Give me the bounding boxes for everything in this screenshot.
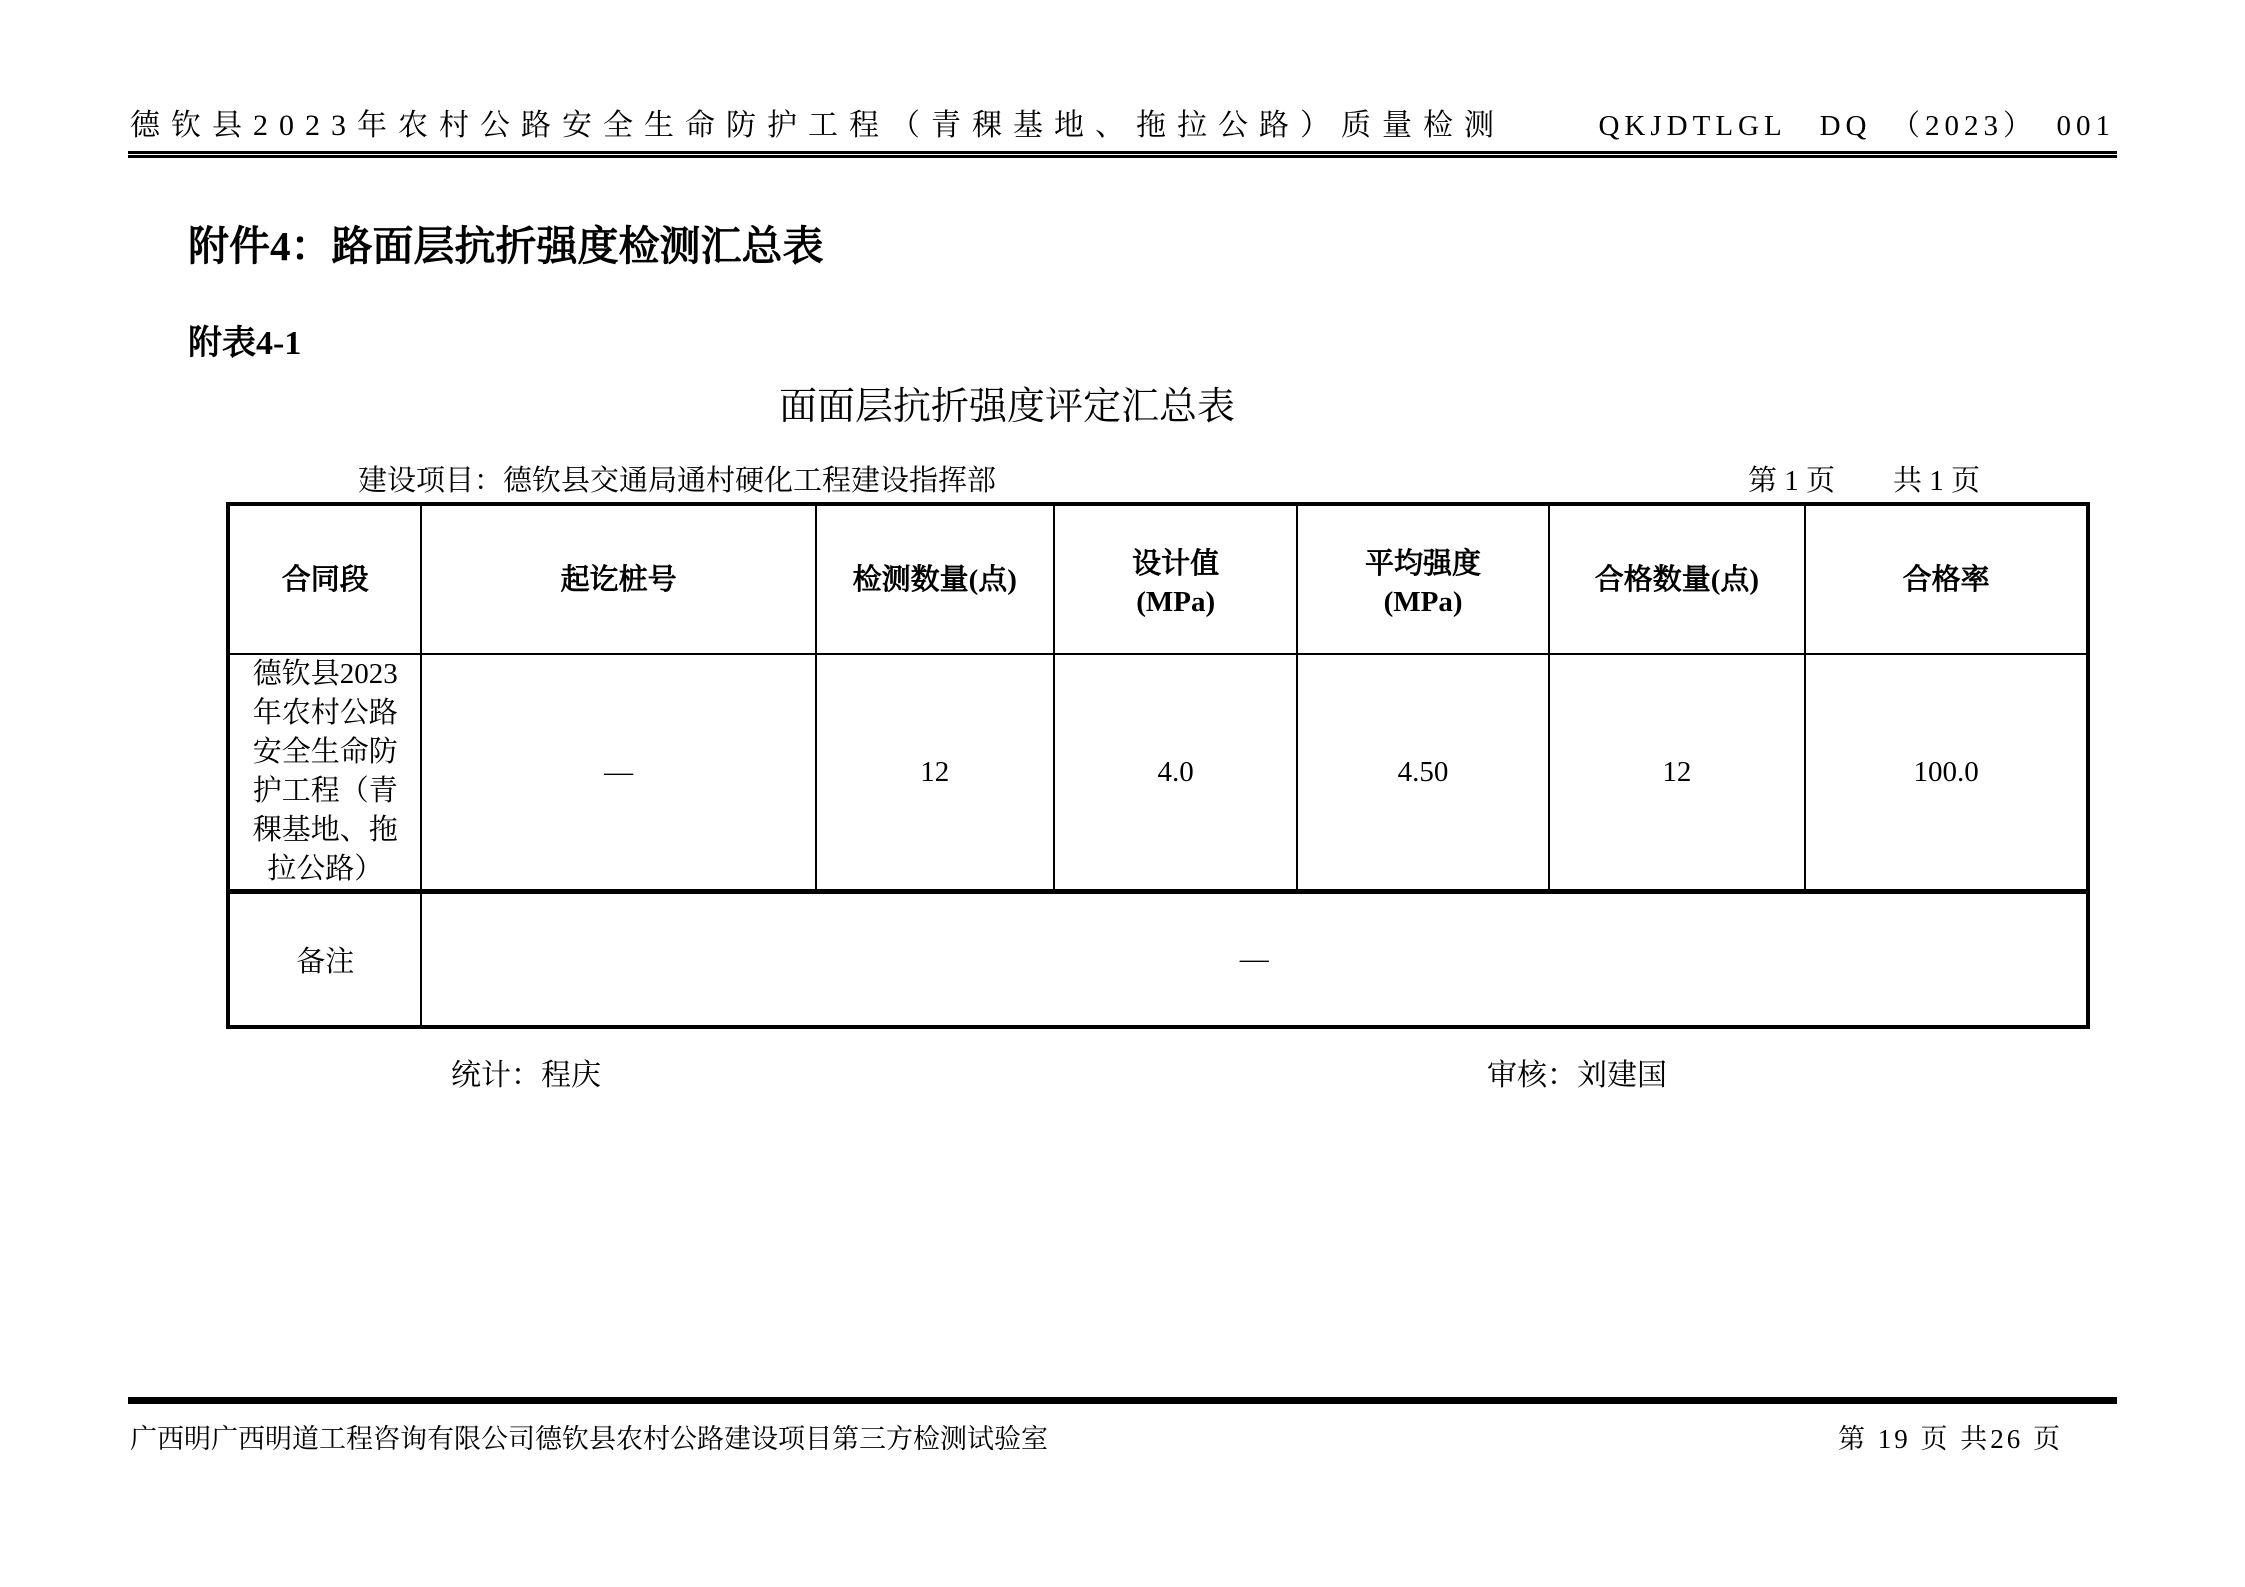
footer-page-info: 第 19 页 共26 页 [1838, 1424, 2063, 1454]
col-header-unit: (MPa) [1136, 585, 1216, 618]
subtable-label: 附表4-1 [188, 325, 302, 362]
table-header-row [228, 504, 2088, 654]
signature-line [226, 1050, 2090, 1092]
remark-value: — [421, 892, 2088, 1027]
statistician-name: 程庆 [541, 1059, 601, 1092]
attachment-title: 附件4：路面层抗折强度检测汇总表 [188, 223, 824, 269]
col-header-unit: (MPa) [1383, 585, 1463, 618]
col-header-label: 合同段 [281, 564, 369, 596]
cell-average-strength: 4.50 [1297, 654, 1548, 892]
col-header-design-value [1054, 504, 1298, 654]
col-header-average-strength [1297, 504, 1548, 654]
table-row [228, 654, 2088, 892]
page-header [130, 100, 2115, 144]
summary-table [226, 502, 2090, 1029]
reviewer-signature [1487, 1050, 1667, 1094]
col-header-pass-rate [1805, 504, 2088, 654]
page-footer [130, 1417, 2063, 1456]
project-name: 德钦县交通局通村硬化工程建设指挥部 [503, 465, 997, 497]
table-title: 面面层抗折强度评定汇总表 [778, 386, 1235, 428]
project-label: 建设项目： [358, 465, 504, 497]
table-page-no: 第 1 页 [1747, 465, 1835, 497]
project-line [226, 458, 2090, 499]
remark-label: 备注 [228, 892, 421, 1027]
reviewer-name: 刘建国 [1577, 1059, 1667, 1092]
col-header-label: 合格数量(点) [1594, 564, 1760, 596]
reviewer-label: 审核： [1487, 1059, 1577, 1092]
statistician-label: 统计： [451, 1059, 541, 1092]
col-header-stake-range [421, 504, 815, 654]
col-header-label: 起讫桩号 [560, 564, 677, 596]
header-doc-number: QKJDTLGL DQ （2023） 001 [1598, 110, 2115, 142]
table-page-info [1748, 458, 2090, 499]
project-name-line [226, 458, 996, 499]
cell-stake-range: — [421, 654, 815, 892]
col-header-label: 检测数量(点) [852, 564, 1017, 596]
footer-rule [128, 1397, 2117, 1404]
remark-row [228, 892, 2088, 1027]
statistician-signature [451, 1050, 601, 1094]
cell-test-count: 12 [816, 654, 1054, 892]
header-rule [128, 151, 2117, 158]
col-header-label: 平均强度 [1365, 547, 1482, 580]
cell-contract-section: 德钦县2023年农村公路安全生命防护工程（青稞基地、拖拉公路） [228, 654, 421, 892]
footer-organization: 广西明广西明道工程咨询有限公司德钦县农村公路建设项目第三方检测试验室 [130, 1424, 1048, 1454]
cell-pass-rate: 100.0 [1805, 654, 2088, 892]
col-header-test-count [816, 504, 1054, 654]
table-page-total: 共 1 页 [1892, 465, 1980, 497]
cell-qualified-count: 12 [1549, 654, 1806, 892]
col-header-contract-section [228, 504, 421, 654]
col-header-label: 设计值 [1132, 547, 1220, 580]
header-project-title: 德钦县2023年农村公路安全生命防护工程（青稞基地、拖拉公路）质量检测 [130, 109, 1505, 142]
cell-design-value: 4.0 [1054, 654, 1298, 892]
col-header-qualified-count [1549, 504, 1806, 654]
col-header-label: 合格率 [1902, 564, 1990, 596]
